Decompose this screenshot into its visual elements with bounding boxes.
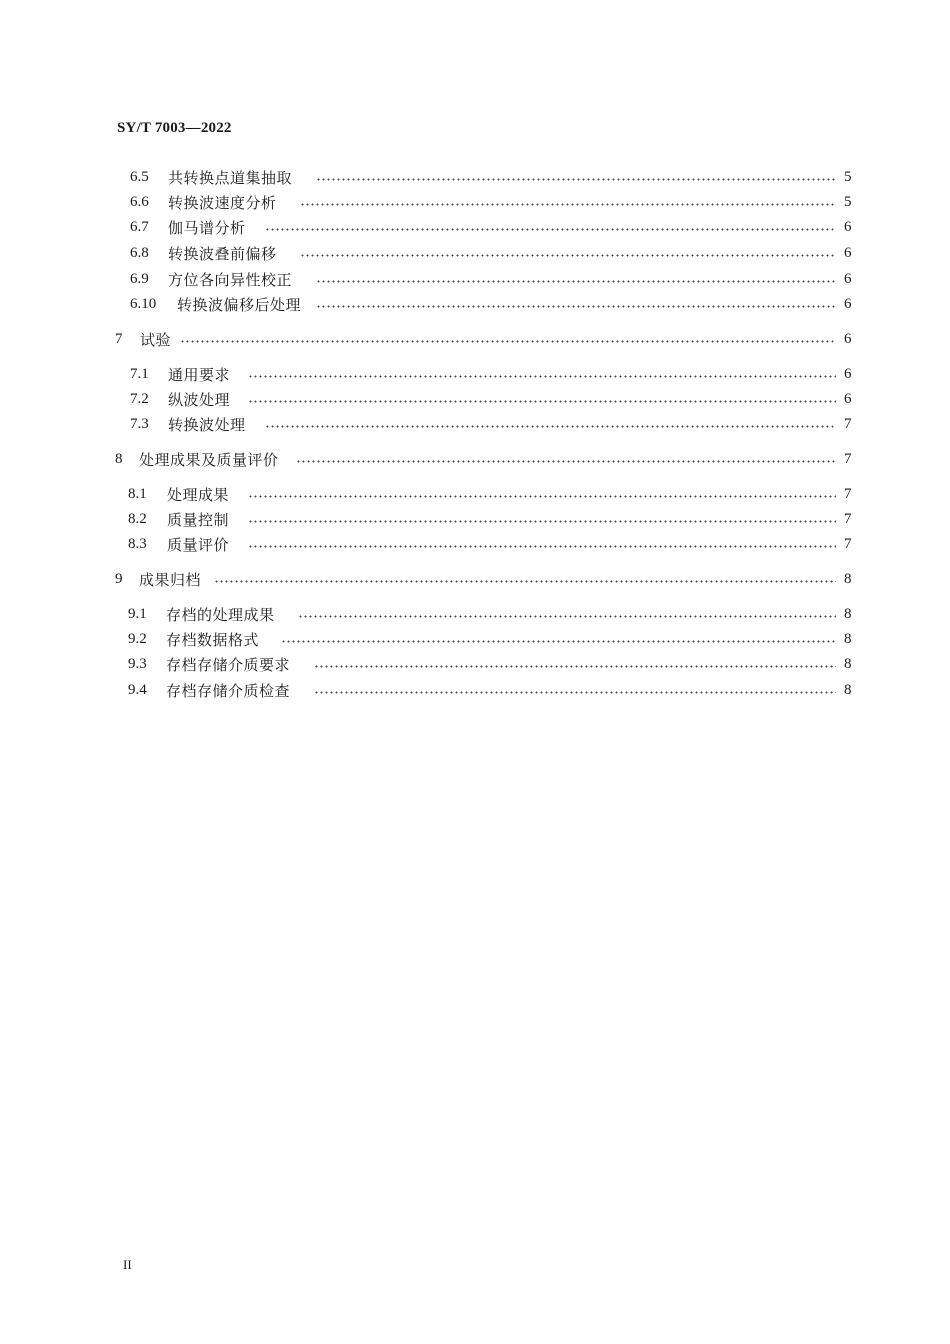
standard-code-header: SY/T 7003—2022 [117,120,232,136]
toc-page-number: 7 [844,485,852,502]
toc-title: 转换波偏移后处理 [177,295,302,314]
toc-title: 共转换点道集抽取 [168,168,293,187]
toc-entry-9-4[interactable] [0,679,950,701]
toc-entry-7-3[interactable] [0,413,950,435]
toc-number: 7.3 [130,415,149,432]
dot-leader [214,580,836,583]
toc-number: 6.6 [130,193,149,210]
dot-leader [296,460,836,463]
toc-number: 6.9 [130,270,149,287]
toc-number: 7.2 [130,390,149,407]
toc-entry-9-1[interactable] [0,603,950,625]
dot-leader [281,640,836,643]
toc-entry-8-1[interactable] [0,483,950,505]
toc-page-number: 5 [844,193,852,210]
toc-page-number: 6 [844,270,852,287]
toc-page-number: 6 [844,218,852,235]
toc-entry-6-9[interactable] [0,268,950,290]
toc-title: 试验 [140,330,172,349]
toc-page-number: 6 [844,295,852,312]
dot-leader [265,228,836,231]
toc-entry-7-1[interactable] [0,363,950,385]
toc-number: 6.7 [130,218,149,235]
toc-number: 8.2 [128,510,147,527]
toc-title: 处理成果及质量评价 [139,450,279,469]
dot-leader [316,280,836,283]
toc-number: 8.1 [128,485,147,502]
toc-number: 6.10 [130,295,157,312]
toc-entry-7-2[interactable] [0,388,950,410]
toc-page-number: 7 [844,535,852,552]
toc-title: 纵波处理 [168,390,231,409]
toc-title: 成果归档 [139,570,202,589]
toc-number: 6.5 [130,168,149,185]
toc-page-number: 8 [844,655,852,672]
toc-entry-9-2[interactable] [0,628,950,650]
toc-entry-9-3[interactable] [0,653,950,675]
dot-leader [248,400,836,403]
toc-page-number: 6 [844,365,852,382]
toc-number: 9.4 [128,681,147,698]
dot-leader [316,305,836,308]
toc-title: 存档存储介质要求 [166,655,291,674]
toc-number: 9 [115,570,123,587]
toc-number: 8.3 [128,535,147,552]
dot-leader [248,520,836,523]
toc-page-number: 7 [844,510,852,527]
toc-entry-8[interactable] [0,448,950,470]
toc-title: 存档的处理成果 [166,605,275,624]
toc-entry-9[interactable] [0,568,950,590]
toc-page-number: 8 [844,605,852,622]
dot-leader [298,615,836,618]
toc-entry-8-2[interactable] [0,508,950,530]
dot-leader [180,340,836,343]
toc-title: 转换波叠前偏移 [168,244,277,263]
dot-leader [316,178,836,181]
toc-title: 方位各向异性校正 [168,270,293,289]
toc-number: 6.8 [130,244,149,261]
toc-title: 转换波处理 [168,415,246,434]
toc-entry-6-8[interactable] [0,242,950,264]
dot-leader [300,203,836,206]
toc-entry-7[interactable] [0,328,950,350]
toc-page-number: 5 [844,168,852,185]
toc-page-number: 8 [844,681,852,698]
dot-leader [248,375,836,378]
dot-leader [265,425,836,428]
toc-page-number: 7 [844,450,852,467]
dot-leader [248,495,836,498]
toc-number: 7.1 [130,365,149,382]
toc-number: 8 [115,450,123,467]
toc-page-number: 6 [844,390,852,407]
toc-entry-6-6[interactable] [0,191,950,213]
dot-leader [314,691,836,694]
toc-title: 存档存储介质检查 [166,681,291,700]
toc-title: 质量控制 [167,510,230,529]
toc-entry-6-5[interactable] [0,166,950,188]
toc-number: 7 [115,330,123,347]
toc-entry-8-3[interactable] [0,533,950,555]
dot-leader [300,254,836,257]
toc-page-number: 6 [844,330,852,347]
toc-title: 通用要求 [168,365,231,384]
toc-title: 转换波速度分析 [168,193,277,212]
toc-page-number: 6 [844,244,852,261]
dot-leader [248,545,836,548]
toc-title: 质量评价 [167,535,230,554]
toc-number: 9.2 [128,630,147,647]
toc-number: 9.3 [128,655,147,672]
toc-page-number: 8 [844,630,852,647]
toc-number: 9.1 [128,605,147,622]
page-number-footer: II [123,1257,132,1272]
toc-entry-6-10[interactable] [0,293,950,315]
toc-title: 存档数据格式 [166,630,260,649]
toc-page-number: 8 [844,570,852,587]
toc-entry-6-7[interactable] [0,216,950,238]
dot-leader [314,665,836,668]
toc-page-number: 7 [844,415,852,432]
toc-title: 伽马谱分析 [168,218,246,237]
toc-title: 处理成果 [167,485,230,504]
